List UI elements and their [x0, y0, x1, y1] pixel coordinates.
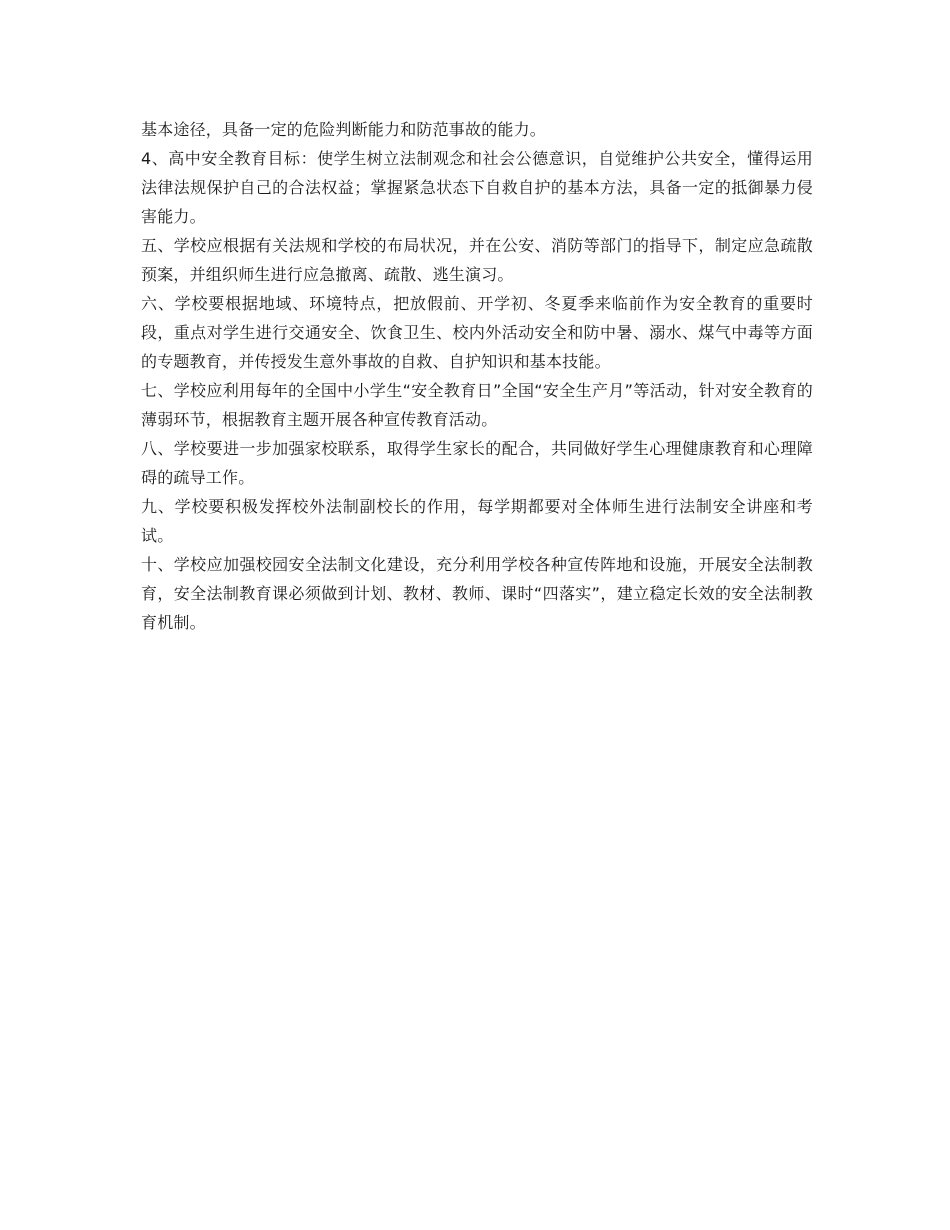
- paragraph-7-safety-day: 七、学校应利用每年的全国中小学生“安全教育日”全国“安全生产月”等活动，针对安全教育的薄弱环节，根据教育主题开展各种宣传教育活动。: [141, 381, 813, 429]
- paragraph-9-legal-vice-principal: 九、学校要积极发挥校外法制副校长的作用，每学期都要对全体师生进行法制安全讲座和考试。: [141, 497, 813, 545]
- paragraph-continuation: 基本途径，具备一定的危险判断能力和防范事故的能力。: [141, 120, 547, 139]
- paragraph-4-high-school-goals: 4、高中安全教育目标：使学生树立法制观念和社会公德意识，自觉维护公共安全，懂得运用法律法规保护自己的合法权益；掌握紧急状态下自救自护的基本方法，具备一定的抵御暴力侵害能力。: [141, 149, 813, 226]
- paragraph-10-legal-culture: 十、学校应加强校园安全法制文化建设，充分利用学校各种宣传阵地和设施，开展安全法制教育，安全法制教育课必须做到计划、教材、教师、课时“四落实”，建立稳定长效的安全法制教育机制。: [141, 555, 813, 632]
- document-body: [141, 115, 813, 637]
- paragraph-6-key-periods: 六、学校要根据地域、环境特点，把放假前、开学初、冬夏季来临前作为安全教育的重要时段，重点对学生进行交通安全、饮食卫生、校内外活动安全和防中暑、溺水、煤气中毒等方面的专题教育，并传授发生意外事故的自救、自护知识和基本技能。: [141, 294, 813, 371]
- paragraph-8-home-school: 八、学校要进一步加强家校联系，取得学生家长的配合，共同做好学生心理健康教育和心理障碍的疏导工作。: [141, 439, 813, 487]
- paragraph-5-evacuation-plan: 五、学校应根据有关法规和学校的布局状况，并在公安、消防等部门的指导下，制定应急疏散预案，并组织师生进行应急撤离、疏散、逃生演习。: [141, 236, 813, 284]
